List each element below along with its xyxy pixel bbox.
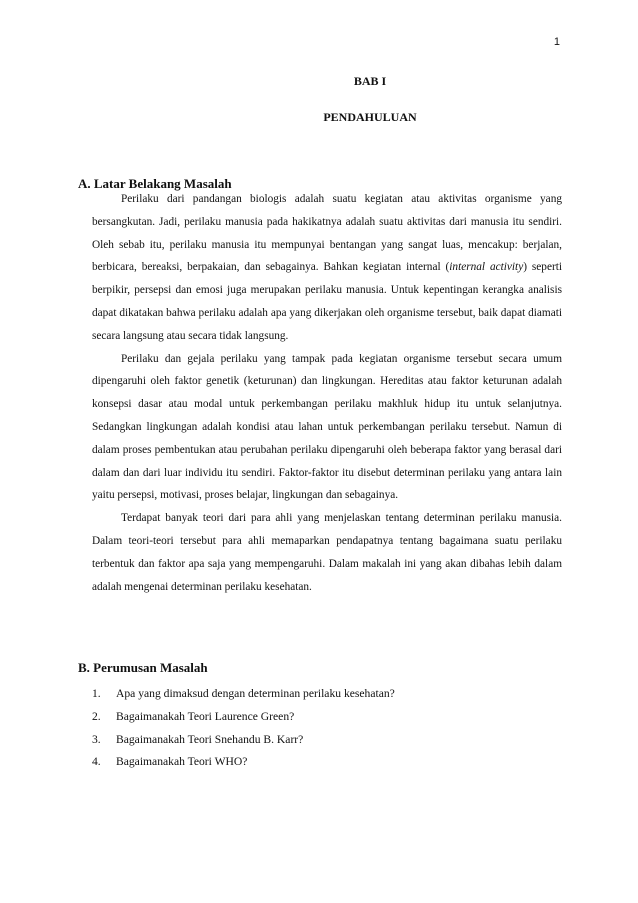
section-a-heading: A. Latar Belakang Masalah bbox=[78, 176, 232, 191]
section-b-heading: B. Perumusan Masalah bbox=[78, 660, 208, 675]
section-a-body bbox=[92, 188, 562, 598]
paragraph-3: Terdapat banyak teori dari para ahli yang menjelaskan tentang determinan perilaku manusia. Dalam teori-teori tersebut para ahli memaparkan pendapatnya tentang bagaimana suatu perilaku terbentuk dan faktor apa saja yang mempengaruhi. Dalam makalah ini yang akan dibahas lebih dalam adalah mengenai determinan perilaku kesehatan. bbox=[92, 512, 562, 593]
paragraph-1-text-end: ) seperti berpikir, persepsi dan emosi juga merupakan perilaku manusia. Untuk kepentingan kerangka analisis dapat dikatakan bahwa perilaku adalah apa yang dikerjakan oleh organisme tersebut, baik dapat diamati secara langsung atau secara tidak langsung. bbox=[92, 261, 562, 342]
list-item-number: 3. bbox=[92, 732, 101, 746]
paragraph-1-text-start: Perilaku dari pandangan biologis adalah suatu kegiatan atau aktivitas organisme yang bersangkutan. Jadi, perilaku manusia pada hakikatnya adalah suatu aktivitas dari manusia itu sendiri. Oleh sebab itu, perilaku manusia itu mempunyai bentangan yang sangat luas, mencakup: berjalan, berbicara, bereaksi, berpakaian, dan sebagainya. Bahkan kegiatan internal ( bbox=[92, 193, 562, 274]
list-item-number: 1. bbox=[92, 687, 101, 700]
list-item bbox=[92, 706, 395, 729]
list-item bbox=[92, 683, 395, 706]
list-item-text: Bagaimanakah Teori Snehandu B. Karr? bbox=[116, 732, 304, 746]
list-item-number: 4. bbox=[92, 755, 101, 769]
list-item-text: Bagaimanakah Teori Laurence Green? bbox=[116, 709, 295, 723]
list-item bbox=[92, 729, 395, 752]
chapter-title: BAB I bbox=[353, 74, 387, 88]
problem-list bbox=[92, 683, 395, 774]
page-number: 1 bbox=[553, 36, 560, 48]
paragraph-1 bbox=[92, 188, 562, 348]
paragraph-1-italic-term: internal activity bbox=[449, 261, 524, 274]
paragraph-2: Perilaku dan gejala perilaku yang tampak pada kegiatan organisme tersebut secara umum dipengaruhi oleh faktor genetik (keturunan) dan lingkungan. Hereditas atau faktor keturunan adalah konsepsi dasar atau modal untuk perkembangan perilaku makhluk hidup itu untuk selanjutnya. Sedangkan lingkungan adalah kondisi atau lahan untuk perkembangan perilaku tersebut. Namun di dalam proses pembentukan atau perubahan perilaku dipengaruhi oleh beberapa faktor yang berasal dari dalam dan dari luar individu itu sendiri. Faktor-faktor itu disebut determinan perilaku yang antara lain yaitu persepsi, motivasi, proses belajar, lingkungan dan sebagainya. bbox=[92, 352, 562, 502]
list-item bbox=[92, 751, 395, 774]
chapter-subtitle: PENDAHULUAN bbox=[323, 110, 417, 124]
list-item-number: 2. bbox=[92, 709, 101, 723]
list-item-text: Apa yang dimaksud dengan determinan perilaku kesehatan? bbox=[116, 687, 395, 700]
list-item-text: Bagaimanakah Teori WHO? bbox=[116, 755, 248, 769]
